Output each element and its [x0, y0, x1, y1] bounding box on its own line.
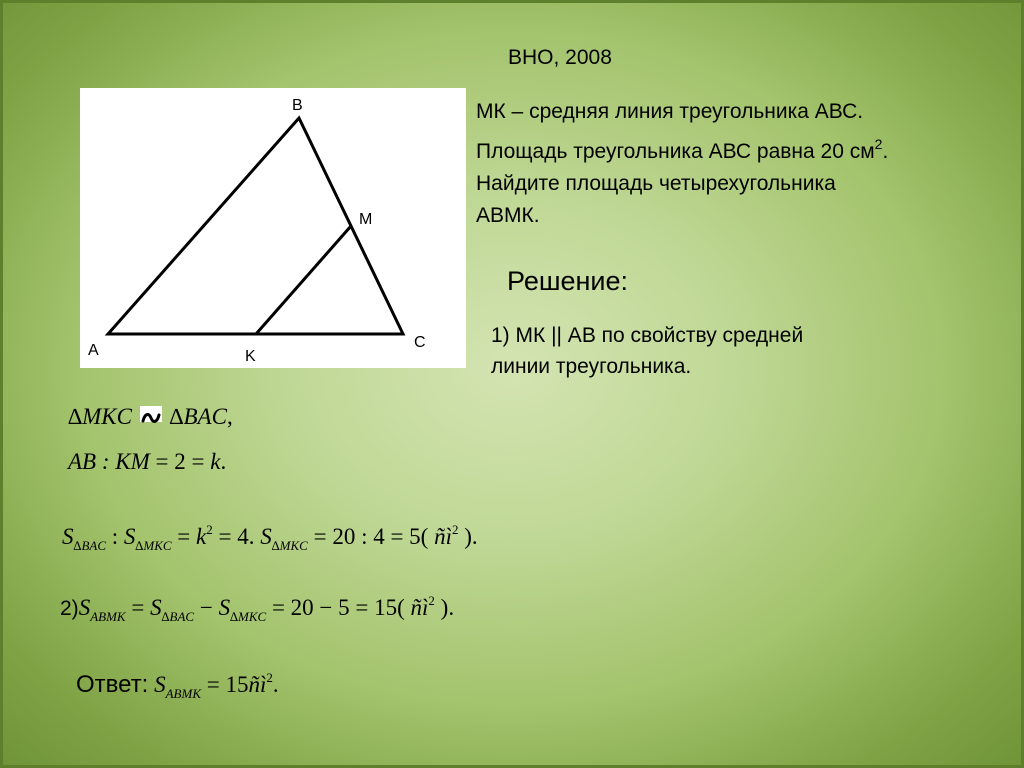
step-1-line-1: 1) МК || АВ по свойству средней: [491, 324, 804, 347]
area-k: k: [196, 524, 207, 549]
source-label: ВНО, 2008: [508, 46, 612, 69]
answer-eq: = 15: [201, 672, 249, 697]
point-k-label: K: [245, 348, 256, 365]
area-eq-1: =: [171, 524, 197, 549]
area-eq-2: = 4.: [212, 524, 261, 549]
problem-line-2-text: Площадь треугольника АВС равна 20 см: [476, 140, 875, 163]
answer-unit: ñì: [248, 672, 267, 697]
ratio-k: k: [210, 449, 221, 474]
ratio-statement: [68, 449, 226, 475]
step-1-line-2: линии треугольника.: [491, 355, 692, 378]
step2-s-abmk: S: [78, 595, 91, 620]
area-unit-sup: 2: [451, 522, 459, 537]
answer-label: Ответ:: [76, 671, 149, 698]
step2-s-bac-sub: ∆BAC: [161, 609, 195, 624]
area-s-mkc-2-sub: ∆MKC: [271, 538, 308, 553]
area-unit-exponent: 2: [874, 136, 883, 152]
similarity-statement: [68, 404, 233, 430]
step2-end: ).: [434, 595, 455, 620]
answer-s: S: [154, 672, 166, 697]
area-s-bac-sub: ∆BAC: [73, 538, 107, 553]
triangle-mkc: ∆MKC: [68, 404, 132, 429]
step-2-prefix: 2): [60, 597, 79, 620]
area-colon: :: [106, 524, 124, 549]
problem-line-1: МК – средняя линия треугольника АВС.: [476, 100, 864, 123]
step-1: [491, 320, 803, 382]
area-s-mkc-sub: ∆MKC: [135, 538, 172, 553]
area-unit: ñì: [434, 524, 452, 549]
ratio-middle: = 2 =: [149, 449, 211, 474]
answer-unit-sup: 2: [266, 670, 273, 685]
vertex-b-label: B: [292, 97, 303, 114]
step2-eq-1: =: [125, 595, 151, 620]
problem-line-4: АВМК.: [476, 204, 540, 227]
ratio-left: AB : KM: [68, 449, 150, 474]
area-eq-3: = 20 : 4 = 5(: [307, 524, 435, 549]
step2-minus: −: [194, 595, 219, 620]
answer-end: .: [272, 672, 279, 697]
area-ratio-formula: [62, 522, 478, 554]
step2-s-bac: S: [150, 595, 162, 620]
step2-unit-sup: 2: [428, 593, 435, 608]
step2-eq-2: = 20 − 5 = 15(: [266, 595, 411, 620]
midline-mk: [256, 226, 351, 334]
problem-line-2-end: .: [882, 140, 889, 163]
step2-unit: ñì: [410, 595, 429, 620]
triangle-diagram: [80, 88, 466, 368]
problem-statement: [476, 96, 888, 232]
area-k-sup: 2: [206, 522, 213, 537]
step2-s-mkc-sub: ∆MKC: [230, 609, 267, 624]
point-m-label: M: [359, 211, 373, 228]
triangle-svg: [80, 88, 466, 368]
area-s-mkc-2: S: [260, 524, 272, 549]
step2-s-mkc: S: [218, 595, 231, 620]
answer: [76, 670, 279, 702]
area-s-bac: S: [62, 524, 74, 549]
solution-heading: Решение:: [507, 266, 629, 296]
answer-s-sub: ABMK: [165, 686, 201, 701]
similarity-icon: [140, 406, 162, 422]
vertex-a-label: A: [88, 342, 99, 359]
step-2-formula: [60, 593, 454, 625]
problem-line-2: [476, 128, 888, 168]
step2-s-abmk-sub: ABMK: [90, 609, 126, 624]
area-end: ).: [458, 524, 478, 549]
similarity-comma: ,: [226, 404, 233, 429]
ratio-end: .: [220, 449, 227, 474]
triangle-bac: ∆BAC: [169, 404, 227, 429]
vertex-c-label: C: [414, 334, 426, 351]
area-s-mkc: S: [123, 524, 136, 549]
problem-line-3: Найдите площадь четырехугольника: [476, 172, 836, 195]
